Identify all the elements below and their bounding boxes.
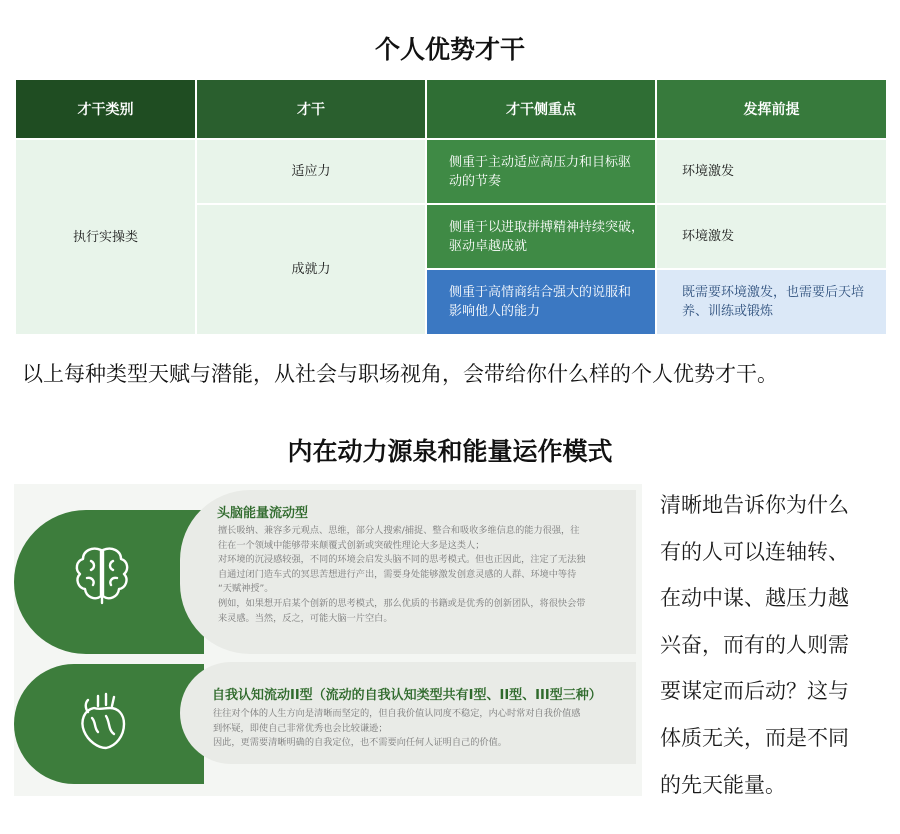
card-body-line: 擅长吸纳、兼容多元观点、思维，部分人搜索/捕捉、整合和吸收多维信息的能力很强，往 bbox=[218, 525, 580, 536]
premise-cell bbox=[657, 140, 886, 203]
page-title: 个人优势才干 bbox=[374, 35, 525, 64]
section-title: 内在动力源泉和能量运作模式 bbox=[287, 437, 613, 466]
side-text-line: 清晰地告诉你为什么 bbox=[660, 493, 849, 517]
focus-cell bbox=[427, 270, 655, 334]
focus-line: 影响他人的能力 bbox=[449, 304, 541, 319]
table-header-talent: 才干 bbox=[197, 80, 425, 138]
card-body-line: 来灵感。当然，反之，可能大脑一片空白。 bbox=[218, 612, 393, 624]
energy-panel bbox=[14, 484, 642, 796]
premise-line: 环境激发 bbox=[682, 229, 735, 244]
card-body bbox=[213, 707, 581, 751]
talent-label: 适应力 bbox=[291, 164, 331, 179]
card-body-line: 自通过闭门造车式的冥思苦想进行产出，需要身处能够激发创意灵感的人群、环境中等待 bbox=[218, 568, 577, 580]
card-body-line: 例如，如果想开启某个创新的思考模式，那么优质的书籍或是优秀的创新团队，将很快会带 bbox=[218, 597, 586, 609]
table-header-focus: 才干侧重点 bbox=[427, 80, 655, 138]
side-text-line: 的先天能量。 bbox=[660, 772, 786, 797]
focus-line: 侧重于高情商结合强大的说服和 bbox=[449, 285, 632, 300]
card-title: 自我认知流动II型（流动的自我认知类型共有I型、II型、III型三种） bbox=[212, 688, 602, 703]
side-text-line: 在动中谋、越压力越 bbox=[660, 586, 849, 611]
summary-sentence: 以上每种类型天赋与潜能，从社会与职场视角，会带给你什么样的个人优势才干。 bbox=[22, 362, 778, 386]
talent-table bbox=[16, 80, 886, 334]
premise-line: 养、训练或锻炼 bbox=[682, 304, 774, 319]
side-text-line: 有的人可以连轴转、 bbox=[660, 539, 849, 564]
premise-line: 既需要环境激发，也需要后天培 bbox=[682, 285, 865, 300]
side-text-line: 体质无关，而是不同 bbox=[660, 725, 849, 750]
side-text-line: 要谋定而后动？这与 bbox=[660, 679, 849, 704]
brain-icon bbox=[72, 544, 132, 610]
card-body bbox=[218, 524, 586, 626]
premise-cell bbox=[657, 270, 886, 334]
focus-line: 侧重于以进取拼搏精神持续突破， bbox=[449, 219, 645, 235]
card-body-line: 对环境的沉浸感较强，不同的环境会启发头脑不同的思考模式。但也正因此，注定了无法独 bbox=[218, 554, 586, 566]
focus-line: 动的节奏 bbox=[449, 173, 502, 189]
category-cell bbox=[16, 140, 195, 334]
side-paragraph bbox=[660, 482, 894, 808]
focus-cell bbox=[427, 140, 655, 203]
card-body-line: 到怀疑，即使自己非常优秀也会比较谦逊； bbox=[213, 722, 388, 734]
focus-line: 侧重于主动适应高压力和目标驱 bbox=[449, 154, 632, 170]
premise-line: 环境激发 bbox=[682, 164, 735, 179]
card-body-line: 往往对个体的人生方向是清晰而坚定的，但自我价值认同度不稳定，内心时常对自我价值感 bbox=[213, 708, 581, 719]
table-header-category: 才干类别 bbox=[16, 80, 195, 138]
card-body-line: “天赋神授”。 bbox=[218, 583, 274, 595]
side-text-line: 兴奋，而有的人则需 bbox=[660, 632, 849, 657]
card-body-line: 因此，更需要清晰明确的自我定位，也不需要向任何人证明自己的价值。 bbox=[213, 737, 507, 749]
talent-cell-adaptability bbox=[197, 140, 425, 203]
premise-cell bbox=[657, 205, 886, 268]
talent-label: 成就力 bbox=[291, 262, 331, 277]
focus-cell bbox=[427, 205, 655, 268]
focus-line: 驱动卓越成就 bbox=[449, 238, 528, 254]
card-body-line: 往在一个领域中能够带来颠覆式创新或突破性理论大多是这类人； bbox=[218, 539, 485, 551]
talent-cell-achievement bbox=[197, 205, 425, 334]
heart-icon bbox=[76, 688, 130, 756]
card-title: 头脑能量流动型 bbox=[217, 506, 309, 521]
category-label: 执行实操类 bbox=[72, 229, 138, 245]
table-header-premise: 发挥前提 bbox=[657, 80, 886, 138]
